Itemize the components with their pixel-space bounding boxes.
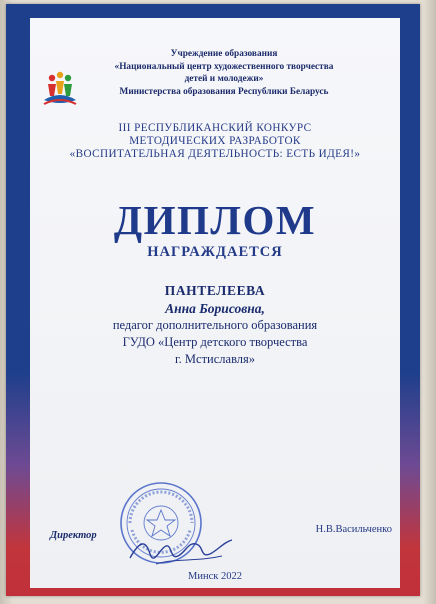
signer-name: Н.В.Васильченко [315, 524, 392, 535]
diploma-frame [6, 4, 420, 596]
organization-line: «Национальный центр художественного творчества [114, 61, 334, 72]
contest-line: МЕТОДИЧЕСКИХ РАЗРАБОТОК [129, 135, 301, 147]
recipient-institution: ГУДО «Центр детского творчества [122, 335, 308, 349]
organization-block [74, 48, 374, 98]
organization-line: Учреждение образования [170, 49, 278, 59]
recipient-given-names: Анна Борисовна, [165, 301, 265, 316]
contest-line: «ВОСПИТАТЕЛЬНАЯ ДЕЯТЕЛЬНОСТЬ: ЕСТЬ ИДЕЯ!» [69, 148, 361, 160]
diploma-heading: ДИПЛОМ [113, 197, 317, 243]
recipient-position: педагог дополнительного образования [112, 318, 318, 332]
place-year: Минск 2022 [188, 571, 242, 582]
recipient-block [30, 282, 400, 368]
director-label: Директор [50, 530, 97, 541]
ministry-line: Министерства образования Республики Беларусь [119, 86, 329, 97]
contest-title [30, 122, 400, 161]
contest-line: III РЕСПУБЛИКАНСКИЙ КОНКУРС [118, 122, 312, 134]
handwritten-signature [126, 528, 236, 568]
people-logo-icon [42, 70, 78, 110]
awarded-heading: НАГРАЖДАЕТСЯ [147, 244, 283, 260]
recipient-city: г. Мстиславля» [174, 352, 256, 366]
organization-line: детей и молодежи» [184, 74, 264, 84]
recipient-surname: ПАНТЕЛЕЕВА [164, 283, 266, 298]
diploma-paper [30, 18, 400, 588]
